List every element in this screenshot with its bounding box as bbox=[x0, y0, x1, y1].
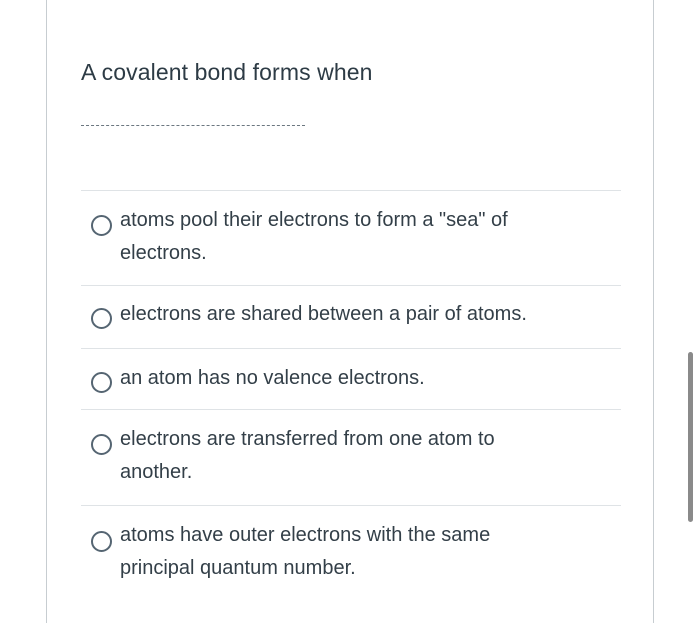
answer-label: atoms have outer electrons with the same principal quantum number. bbox=[120, 524, 491, 579]
question-text: A covalent bond forms when bbox=[81, 59, 373, 85]
answer-option-3[interactable] bbox=[81, 348, 621, 409]
radio-button-icon[interactable] bbox=[91, 434, 112, 455]
answer-option-2[interactable] bbox=[81, 285, 621, 348]
answer-option-1[interactable] bbox=[81, 190, 621, 285]
question-card bbox=[46, 0, 654, 623]
radio-button-icon[interactable] bbox=[91, 215, 112, 236]
answer-list bbox=[81, 190, 621, 615]
vertical-scrollbar[interactable] bbox=[688, 352, 693, 522]
answer-label: an atom has no valence electrons. bbox=[120, 367, 425, 389]
answer-label: atoms pool their electrons to form a "sea" of electrons. bbox=[120, 209, 508, 264]
answer-option-5[interactable] bbox=[81, 505, 621, 615]
answer-option-4[interactable] bbox=[81, 409, 621, 505]
radio-button-icon[interactable] bbox=[91, 308, 112, 329]
answer-label: electrons are shared between a pair of atoms. bbox=[120, 303, 527, 325]
answer-blank bbox=[81, 125, 305, 126]
answer-label: electrons are transferred from one atom to another. bbox=[120, 428, 495, 483]
radio-button-icon[interactable] bbox=[91, 531, 112, 552]
radio-button-icon[interactable] bbox=[91, 372, 112, 393]
